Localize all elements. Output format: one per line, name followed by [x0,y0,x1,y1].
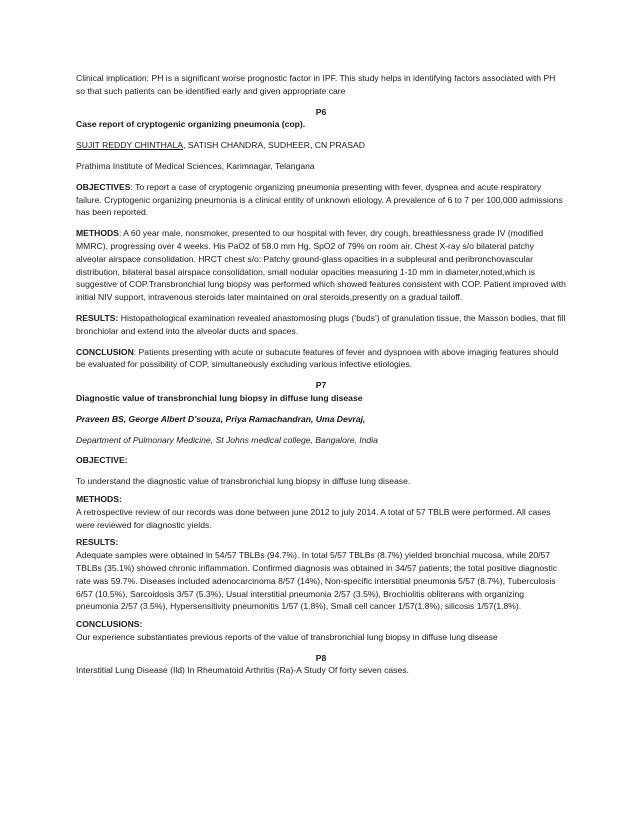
results-text-p6: Histopathological examination revealed anastomosing plugs (‘buds’) of granulation tissue, the Masson bodies, that fill bronchiolar and extend into the alveolar ducts and spaces. [76,312,566,336]
abstract-number-p7: P7 [315,380,327,391]
conclusions-text-p7: Our experience substantiates previous reports of the value of transbronchial lung biopsy in diffuse lung disease [76,631,498,642]
abstract-number-p6: P6 [315,106,327,117]
methods-text-p6: : A 60 year male, nonsmoker, presented to our hospital with fever, dry cough, breathlessness grade IV (modified MMRC), progressing over 4 weeks. His PaO2 of 58.0 mm Hg, SpO2 of 79% on room air. Chest X-ray s/o bilateral patchy alveolar airspace consolidation. HRCT chest s/o: Patchy ground-glass opacities in a subpleural and peribronchovascular distribution, bilateral basal airspace consolidation, small nodular opacities measuring 1-10 mm in diameter,noted,which is suggestive of COP.Transbronchial lung biopsy was performed which showed features consistent with COP. Patient improved with initial NIV support, intravenous steroids later maintained on oral steroids,presently on a gradual tailoff. [76,228,566,303]
methods-text-p7: A retrospective review of our records was done between june 2012 to july 2014. A total of 57 TBLB were performed. All cases were reviewed for diagnostic yields. [76,506,551,530]
abstract-title-p6: Case report of cryptogenic organizing pneumonia (cop). [76,119,306,130]
conclusion-text-p6: : Patients presenting with acute or subacute features of fever and dyspnoea with above imaging features should be evaluated for possibility of COP, simultaneously excluding various infective etiologies. [76,346,559,370]
objective-text-p7: To understand the diagnostic value of transbronchial lung biopsy in diffuse lung disease. [76,476,411,487]
conclusion-paragraph-p6 [76,346,566,372]
objective-label-p7: OBJECTIVE: [76,455,128,466]
affiliation-p7: Department of Pulmonary Medicine, St Johns medical college, Bangalore, India [76,434,378,445]
methods-paragraph-p6 [76,227,566,304]
results-text-p7: Adequate samples were obtained in 54/57 TBLBs (94.7%). In total 5/57 TBLBs (8.7%) yielded bronchial mucosa, while 20/57 TBLBs (35.1%) showed chronic inflammation. Confirmed diagnosis was obtained in 34/57 patients; the total positive diagnostic rate was 59.7%. Diseases included adenocarcinoma 8/57 (14%), Non-specific interstitial pneumonia 5/57 (8.7%), Tuberculosis 6/57 (10.5%), Sarcoidosis 3/57 (5.3%), Usual interstitial pneumonia 2/57 (3.5%), Brochiolitis obliterans with organizing pneumonia 2/57 (3.5%), Hypersensitivity pneumonitis 1/57 (1.8%), Small cell cancer 1/57(1.8%), silicosis 1/57(1.8%). [76,550,558,612]
methods-label-p7: METHODS: [76,493,122,504]
objectives-label-p6: OBJECTIVES [76,181,131,192]
conclusion-label-p6: CONCLUSION [76,346,134,357]
clinical-implication-paragraph: Clinical implication: PH is a significant worse prognostic factor in IPF. This study helps in identifying factors associated with PH so that such patients can be identified early and given appropriate care [76,73,556,96]
document-page [76,72,566,677]
authors-p6 [76,139,566,152]
co-authors-p6: , SATISH CHANDRA, SUDHEER, CN PRASAD [183,140,365,151]
results-label-p7: RESULTS: [76,537,119,548]
authors-p7: Praveen BS, George Albert D’souza, Priya Ramachandran, Uma Devraj, [76,413,366,424]
abstract-number-p8: P8 [315,652,327,663]
affiliation-p6: Prathima Institute of Medical Sciences, Karimnagar, Telangana [76,160,315,171]
results-label-p6: RESULTS: [76,312,119,323]
conclusions-label-p7: CONCLUSIONS: [76,619,143,630]
abstract-title-p7: Diagnostic value of transbronchial lung biopsy in diffuse lung disease [76,392,363,403]
objectives-text-p6: : To report a case of cryptogenic organizing pneumonia presenting with fever, dyspnea and acute respiratory failure. Cryptogenic organizing pneumonia is a clinical entity of unknown etiology. A prevalence of 6 to 7 per 100,000 admissions has been reported. [76,181,563,218]
results-paragraph-p6 [76,312,566,338]
objectives-paragraph-p6 [76,181,566,219]
presenting-author-p6: SUJIT REDDY CHINTHALA [76,140,184,151]
abstract-title-p8: Interstitial Lung Disease (Ild) In Rheumatoid Arthritis (Ra)-A Study Of forty seven cases. [76,665,409,676]
methods-label-p6: METHODS [76,228,119,239]
